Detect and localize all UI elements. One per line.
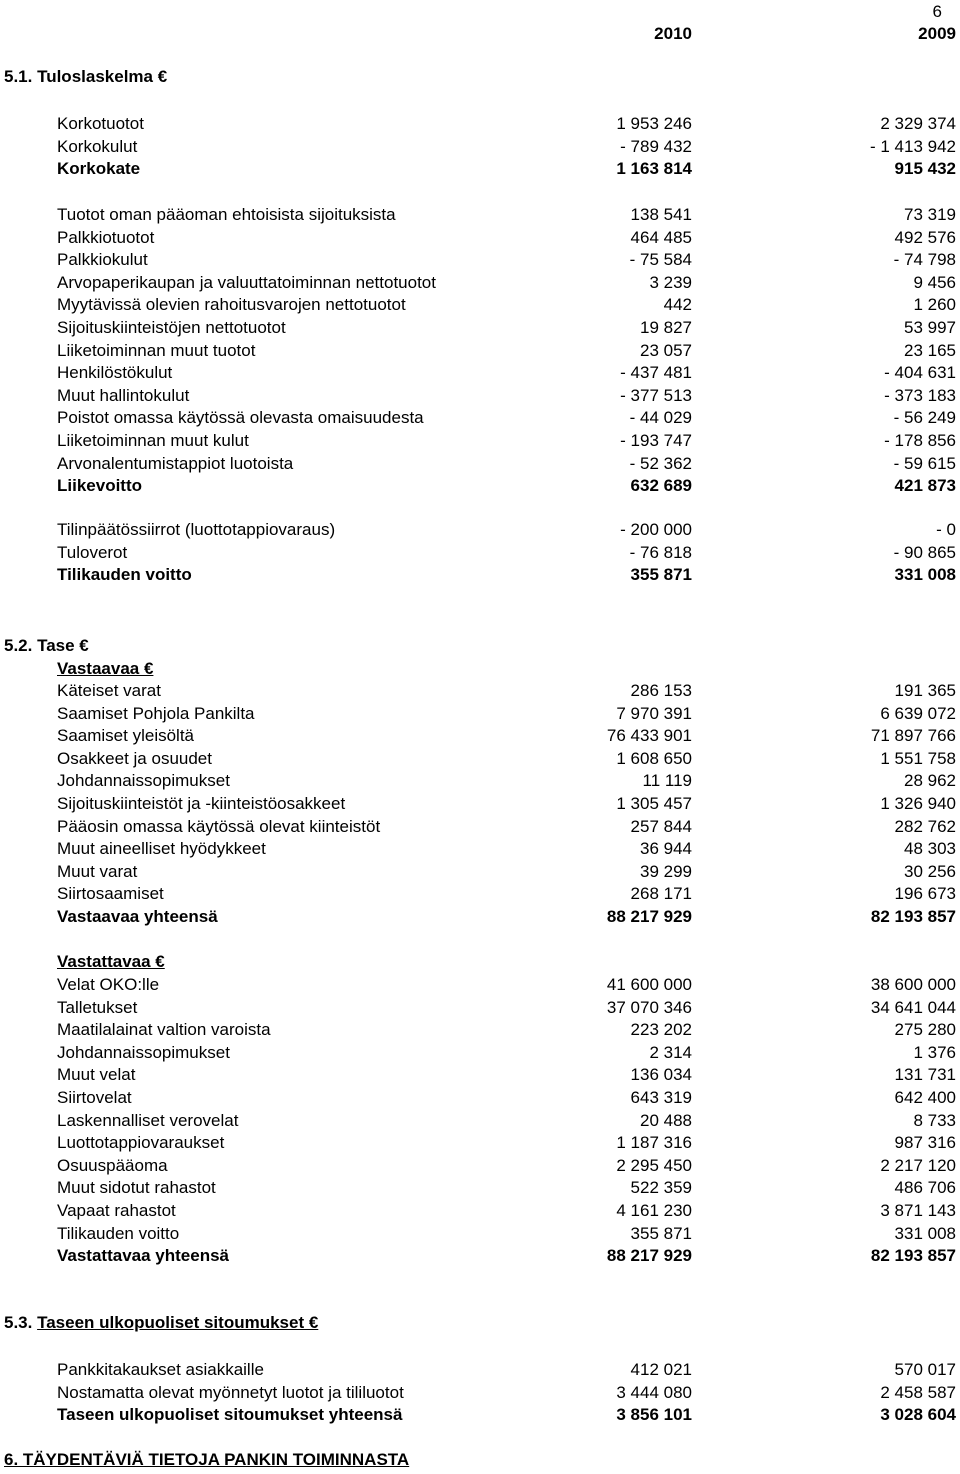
- row-label: Luottotappiovaraukset: [57, 1133, 225, 1152]
- table-row: [0, 1223, 960, 1245]
- value-2010: 632 689: [630, 476, 692, 495]
- table-row: [0, 748, 960, 770]
- value-2010: 11 119: [642, 771, 692, 790]
- value-2010: 286 153: [630, 681, 692, 700]
- value-2009: 642 400: [894, 1088, 956, 1107]
- assets-heading: Vastaavaa €: [57, 659, 154, 678]
- value-2009: - 56 249: [893, 408, 956, 427]
- table-row: [0, 997, 960, 1019]
- value-2010: 355 871: [630, 565, 692, 584]
- row-label: Nostamatta olevat myönnetyt luotot ja tililuotot: [57, 1383, 404, 1402]
- row-label: Tilikauden voitto: [57, 565, 192, 584]
- row-label: Korkotuotot: [57, 114, 144, 133]
- row-label: Palkkiotuotot: [57, 228, 155, 247]
- value-2010: 37 070 346: [606, 998, 692, 1017]
- table-row: [0, 249, 960, 271]
- table-row: [0, 838, 960, 860]
- value-2009: 2 217 120: [880, 1156, 956, 1175]
- row-label: Käteiset varat: [57, 681, 161, 700]
- value-2010: 522 359: [630, 1178, 692, 1197]
- value-2009: - 90 865: [893, 543, 956, 562]
- table-row: [0, 204, 960, 226]
- table-row: [0, 519, 960, 541]
- value-2009: 3 871 143: [880, 1201, 956, 1220]
- value-2010: 7 970 391: [616, 704, 692, 723]
- value-2010: - 377 513: [620, 386, 692, 405]
- table-row: [0, 475, 960, 497]
- value-2010: 88 217 929: [606, 907, 692, 926]
- row-label: Laskennalliset verovelat: [57, 1111, 239, 1130]
- value-2010: 76 433 901: [606, 726, 692, 745]
- table-row: [0, 861, 960, 883]
- table-row: [0, 362, 960, 384]
- value-2010: 4 161 230: [616, 1201, 692, 1220]
- row-label: Tuloverot: [57, 543, 128, 562]
- value-2009: 2 329 374: [880, 114, 956, 133]
- value-2009: 1 376: [913, 1043, 956, 1062]
- table-row: [0, 564, 960, 586]
- value-2010: 19 827: [640, 318, 692, 337]
- table-row: [0, 793, 960, 815]
- value-2010: - 193 747: [620, 431, 692, 450]
- value-2009: - 59 615: [893, 454, 956, 473]
- row-label: Arvonalentumistappiot luotoista: [57, 454, 294, 473]
- row-label: Tuotot oman pääoman ehtoisista sijoituksista: [57, 205, 396, 224]
- table-row: [0, 1110, 960, 1132]
- value-2009: 6 639 072: [880, 704, 956, 723]
- table-row: [0, 906, 960, 928]
- table-row: [0, 1177, 960, 1199]
- value-2010: 88 217 929: [606, 1246, 692, 1265]
- row-label: Korkokulut: [57, 137, 138, 156]
- off-balance-heading: 5.3. Taseen ulkopuoliset sitoumukset €: [4, 1313, 319, 1332]
- table-row: [0, 816, 960, 838]
- value-2009: 73 319: [904, 205, 956, 224]
- row-label: Liiketoiminnan muut tuotot: [57, 341, 256, 360]
- value-2010: 1 163 814: [616, 159, 692, 178]
- value-2010: - 437 481: [620, 363, 692, 382]
- row-label: Saamiset Pohjola Pankilta: [57, 704, 255, 723]
- row-label: Vastaavaa yhteensä: [57, 907, 218, 926]
- table-row: [0, 294, 960, 316]
- value-2010: - 52 362: [629, 454, 692, 473]
- value-2009: - 373 183: [884, 386, 956, 405]
- value-2010: 3 856 101: [616, 1405, 692, 1424]
- value-2010: 3 239: [649, 273, 692, 292]
- row-label: Arvopaperikaupan ja valuuttatoiminnan nettotuotot: [57, 273, 436, 292]
- value-2010: 257 844: [630, 817, 692, 836]
- row-label: Siirtovelat: [57, 1088, 132, 1107]
- value-2010: 3 444 080: [616, 1383, 692, 1402]
- table-row: [0, 974, 960, 996]
- liabilities-heading: Vastattavaa €: [57, 952, 165, 971]
- value-2010: 36 944: [640, 839, 692, 858]
- value-2009: 38 600 000: [870, 975, 956, 994]
- value-2009: - 0: [936, 520, 956, 539]
- row-label: Muut hallintokulut: [57, 386, 190, 405]
- value-2010: 464 485: [630, 228, 692, 247]
- value-2010: 20 488: [640, 1111, 692, 1130]
- page-number: 6: [932, 2, 942, 21]
- value-2010: 136 034: [630, 1065, 692, 1084]
- value-2009: 331 008: [894, 565, 956, 584]
- row-label: Vastattavaa yhteensä: [57, 1246, 229, 1265]
- year-header-2010: 2010: [654, 24, 692, 43]
- table-row: [0, 542, 960, 564]
- value-2010: 39 299: [640, 862, 692, 881]
- row-label: Talletukset: [57, 998, 138, 1017]
- table-row: [0, 272, 960, 294]
- table-row: [0, 1042, 960, 1064]
- value-2010: - 76 818: [629, 543, 692, 562]
- row-label: Muut sidotut rahastot: [57, 1178, 216, 1197]
- off-balance-heading-text: Taseen ulkopuoliset sitoumukset €: [37, 1313, 319, 1332]
- row-label: Saamiset yleisöltä: [57, 726, 195, 745]
- value-2009: 191 365: [894, 681, 956, 700]
- value-2009: 53 997: [904, 318, 956, 337]
- value-2010: - 75 584: [629, 250, 692, 269]
- year-header-2009: 2009: [918, 24, 956, 43]
- value-2009: 23 165: [904, 341, 956, 360]
- table-row: [0, 1382, 960, 1404]
- value-2009: 486 706: [894, 1178, 956, 1197]
- table-row: [0, 1087, 960, 1109]
- value-2009: 1 326 940: [880, 794, 956, 813]
- value-2009: - 1 413 942: [869, 137, 956, 156]
- table-row: [0, 725, 960, 747]
- row-label: Johdannaissopimukset: [57, 771, 230, 790]
- value-2010: 1 305 457: [616, 794, 692, 813]
- value-2009: - 74 798: [893, 250, 956, 269]
- row-label: Pääosin omassa käytössä olevat kiinteistöt: [57, 817, 381, 836]
- row-label: Palkkiokulut: [57, 250, 148, 269]
- value-2009: 282 762: [894, 817, 956, 836]
- value-2010: 442: [663, 295, 692, 314]
- table-row: [0, 1404, 960, 1426]
- value-2009: 492 576: [894, 228, 956, 247]
- row-label: Johdannaissopimukset: [57, 1043, 230, 1062]
- value-2010: 1 608 650: [616, 749, 692, 768]
- row-label: Vapaat rahastot: [57, 1201, 176, 1220]
- value-2009: 131 731: [894, 1065, 956, 1084]
- table-row: [0, 1064, 960, 1086]
- row-label: Sijoituskiinteistöt ja -kiinteistöosakkeet: [57, 794, 346, 813]
- table-row: [0, 113, 960, 135]
- value-2010: - 200 000: [620, 520, 692, 539]
- table-row: [0, 430, 960, 452]
- value-2009: 30 256: [904, 862, 956, 881]
- value-2010: 355 871: [630, 1224, 692, 1243]
- table-row: [0, 703, 960, 725]
- value-2009: 82 193 857: [870, 907, 956, 926]
- value-2009: - 404 631: [884, 363, 956, 382]
- table-row: [0, 227, 960, 249]
- value-2010: 2 314: [649, 1043, 692, 1062]
- row-label: Taseen ulkopuoliset sitoumukset yhteensä: [57, 1405, 403, 1424]
- row-label: Muut varat: [57, 862, 138, 881]
- table-row: [0, 1132, 960, 1154]
- value-2010: 23 057: [640, 341, 692, 360]
- table-row: [0, 158, 960, 180]
- balance-sheet-heading: 5.2. Tase €: [4, 636, 89, 655]
- value-2009: 71 897 766: [870, 726, 956, 745]
- value-2009: 987 316: [894, 1133, 956, 1152]
- value-2010: 1 953 246: [616, 114, 692, 133]
- next-section-heading: 6. TÄYDENTÄVIÄ TIETOJA PANKIN TOIMINNASTA: [4, 1450, 410, 1469]
- row-label: Liikevoitto: [57, 476, 143, 495]
- row-label: Osakkeet ja osuudet: [57, 749, 212, 768]
- row-label: Muut velat: [57, 1065, 136, 1084]
- value-2009: 331 008: [894, 1224, 956, 1243]
- value-2009: 28 962: [904, 771, 956, 790]
- table-row: [0, 340, 960, 362]
- table-row: [0, 1155, 960, 1177]
- table-row: [0, 385, 960, 407]
- value-2009: 1 260: [913, 295, 956, 314]
- row-label: Korkokate: [57, 159, 141, 178]
- row-label: Myytävissä olevien rahoitusvarojen nettotuotot: [57, 295, 406, 314]
- value-2010: 41 600 000: [606, 975, 692, 994]
- value-2009: 82 193 857: [870, 1246, 956, 1265]
- table-row: [0, 453, 960, 475]
- row-label: Tilinpäätössiirrot (luottotappiovaraus): [57, 520, 336, 539]
- value-2010: 412 021: [630, 1360, 692, 1379]
- table-row: [0, 1200, 960, 1222]
- table-row: [0, 883, 960, 905]
- value-2009: 915 432: [894, 159, 956, 178]
- value-2010: 223 202: [630, 1020, 692, 1039]
- value-2010: 1 187 316: [616, 1133, 692, 1152]
- value-2009: 2 458 587: [880, 1383, 956, 1402]
- value-2010: 138 541: [630, 205, 692, 224]
- table-row: [0, 680, 960, 702]
- value-2010: - 789 432: [620, 137, 692, 156]
- value-2009: 196 673: [894, 884, 956, 903]
- table-row: [0, 770, 960, 792]
- value-2009: - 178 856: [884, 431, 956, 450]
- income-statement-heading: 5.1. Tuloslaskelma €: [4, 67, 168, 86]
- table-row: [0, 1019, 960, 1041]
- value-2010: 268 171: [630, 884, 692, 903]
- row-label: Henkilöstökulut: [57, 363, 173, 382]
- table-row: [0, 317, 960, 339]
- row-label: Muut aineelliset hyödykkeet: [57, 839, 266, 858]
- table-row: [0, 1245, 960, 1267]
- value-2009: 9 456: [913, 273, 956, 292]
- row-label: Tilikauden voitto: [57, 1224, 180, 1243]
- row-label: Pankkitakaukset asiakkaille: [57, 1360, 264, 1379]
- row-label: Maatilalainat valtion varoista: [57, 1020, 271, 1039]
- row-label: Siirtosaamiset: [57, 884, 164, 903]
- table-row: [0, 407, 960, 429]
- value-2010: - 44 029: [629, 408, 692, 427]
- value-2010: 643 319: [630, 1088, 692, 1107]
- value-2010: 2 295 450: [616, 1156, 692, 1175]
- row-label: Poistot omassa käytössä olevasta omaisuudesta: [57, 408, 424, 427]
- value-2009: 421 873: [894, 476, 956, 495]
- table-row: [0, 1359, 960, 1381]
- row-label: Osuuspääoma: [57, 1156, 168, 1175]
- value-2009: 1 551 758: [880, 749, 956, 768]
- value-2009: 48 303: [904, 839, 956, 858]
- value-2009: 3 028 604: [880, 1405, 956, 1424]
- value-2009: 34 641 044: [870, 998, 956, 1017]
- value-2009: 8 733: [913, 1111, 956, 1130]
- value-2009: 275 280: [894, 1020, 956, 1039]
- row-label: Velat OKO:lle: [57, 975, 160, 994]
- value-2009: 570 017: [894, 1360, 956, 1379]
- row-label: Sijoituskiinteistöjen nettotuotot: [57, 318, 286, 337]
- table-row: [0, 136, 960, 158]
- row-label: Liiketoiminnan muut kulut: [57, 431, 249, 450]
